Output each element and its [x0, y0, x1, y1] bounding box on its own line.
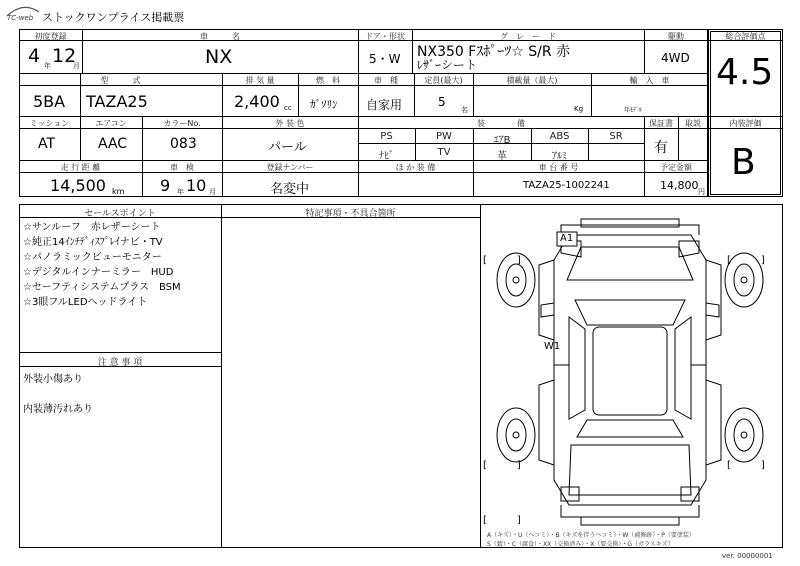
inspection-year-unit: 年: [177, 188, 184, 196]
door-type-label: ドア・形状: [365, 32, 405, 41]
chassis-no-label: 車 台 番 号: [538, 163, 579, 172]
interior-score: B: [731, 142, 756, 183]
equip-navi: ﾅﾋﾞ: [379, 151, 394, 162]
equip-tv: TV: [437, 147, 451, 158]
import-label: 輸 入 車: [629, 76, 670, 85]
displacement: 2,400: [234, 92, 280, 111]
first-reg-label: 初度登録: [34, 32, 67, 41]
equip-leather: 革: [497, 151, 507, 162]
kg-unit: Kg: [574, 105, 584, 113]
capacity: 5: [438, 95, 446, 109]
logo: [4, 3, 42, 25]
overall-score-label: 総合評価点: [725, 32, 766, 41]
yen-unit: 円: [698, 188, 705, 196]
ext-color-label: 外 装 色: [275, 119, 305, 128]
drive-type: 4WD: [661, 51, 690, 65]
equip-airbag: ｴｱB: [493, 135, 511, 146]
list-item: ☆セーフティシステムプラス BSM: [23, 282, 181, 293]
grade-label: グ レ ー ド: [500, 32, 556, 41]
car-name: NX: [205, 46, 233, 68]
equip-alloy: ｱﾙﾐ: [552, 151, 567, 162]
equip-pw: PW: [436, 131, 452, 142]
aircon: AAC: [98, 136, 128, 152]
color-no-label: カラーNo.: [163, 119, 201, 128]
km-unit: km: [112, 187, 125, 196]
legend-line1: A（キズ）・U（ヘコミ）・B（キズを伴うヘコミ）・W（補修跡）・P（要塗装）: [487, 532, 695, 539]
reg-month-unit: 月: [73, 62, 80, 70]
windshield: [575, 300, 685, 325]
other-equipment-label: ほ か 装 備: [395, 163, 436, 172]
version: ver. 00000001: [722, 552, 773, 560]
ext-color: パール: [268, 140, 307, 155]
list-item: 外装小傷あり: [23, 374, 83, 385]
mileage-label: 走 行 距 離: [60, 163, 101, 172]
bracket-rear-left: [ ]: [483, 460, 521, 471]
sales-points-label: セールスポイント: [84, 209, 156, 219]
bracket-front-right: [ ]: [727, 255, 765, 266]
damage-mark-a1: A1: [560, 233, 574, 244]
list-item: ☆デジタルインナーミラー HUD: [23, 267, 174, 278]
mission-label: ミッション: [29, 119, 70, 128]
car-condition-diagram: [481, 205, 782, 547]
car-name-label: 車 名: [200, 32, 240, 41]
equip-ps: PS: [380, 131, 393, 142]
equipment-label: 装 備: [477, 119, 525, 128]
rear-right-wheel-icon: [725, 408, 763, 462]
notes-label: 特記事項・不具合箇所: [305, 209, 396, 219]
mission: AT: [38, 136, 56, 152]
car-type: 自家用: [366, 98, 403, 112]
inspection-month: 10: [186, 176, 207, 195]
logo-text: TC-web: [7, 14, 34, 22]
legend-line2: S（錆）・C（腐食）・XX（交換済み）・X（要交換）・G（ガラスキズ）: [487, 541, 674, 548]
list-item: ☆サンルーフ 赤レザーシート: [23, 222, 161, 233]
inspection-month-unit: 月: [209, 188, 216, 196]
model-year-unit: 年ﾓﾃﾞﾙ: [624, 107, 643, 114]
price: 14,800: [660, 179, 699, 192]
drive-label: 駆動: [668, 32, 684, 41]
grade-line2: ﾚｻﾞｰシート: [417, 58, 478, 72]
bracket-front-left: [ ]: [483, 255, 521, 266]
list-item: ☆3眼フルLEDヘッドライト: [23, 297, 148, 308]
model-prefix: 5BA: [33, 92, 66, 111]
document-title: ストックワンプライス掲載票: [42, 11, 185, 24]
reg-number: 名変中: [270, 182, 310, 197]
fuel-label: 燃 料: [316, 76, 340, 85]
reg-year: 4: [28, 45, 41, 67]
persons-unit: 名: [461, 106, 468, 114]
equip-abs: ABS: [549, 131, 570, 142]
list-item: ☆純正14ｲﾝﾁﾃﾞｨｽﾌﾟﾚｲナビ・TV: [23, 237, 163, 248]
hood: [567, 247, 693, 280]
interior-score-label: 内装評価: [729, 119, 762, 128]
color-no: 083: [170, 136, 197, 152]
reg-number-label: 登録ナンバー: [266, 163, 314, 172]
reg-month: 12: [52, 45, 77, 67]
roof: [593, 327, 667, 415]
car-type-label: 車 種: [374, 76, 398, 85]
list-item: 内装薄汚れあり: [23, 404, 93, 415]
damage-mark-w1: W1: [544, 341, 561, 352]
manual-label: 取説: [685, 119, 701, 128]
rear-left-wheel-icon: [497, 408, 535, 462]
inspection-year: 9: [160, 176, 171, 195]
bracket-rear-right: [ ]: [727, 460, 765, 471]
warranty: 有: [654, 140, 668, 156]
cautions-label: 注 意 事 項: [97, 358, 143, 368]
load-label: 積載量（最大): [506, 76, 558, 85]
displacement-label: 排 気 量: [245, 76, 275, 85]
list-item: ☆パノラミックビューモニター: [23, 252, 162, 263]
chassis-no: TAZA25-1002241: [523, 180, 610, 191]
bracket-bottom-left: [ ]: [483, 515, 521, 526]
fuel-type: ｶﾞｿﾘﾝ: [310, 98, 338, 111]
capacity-label: 定員(最大): [424, 76, 463, 85]
model-code: TAZA25: [86, 92, 148, 111]
door-type: 5・W: [369, 52, 401, 66]
cc-unit: cc: [284, 104, 292, 112]
overall-score: 4.5: [716, 52, 774, 93]
equip-sr: SR: [609, 131, 623, 142]
sales-points-list: [23, 220, 181, 310]
est-price-label: 予定金額: [660, 163, 692, 172]
list-item: [23, 387, 93, 402]
warranty-label: 保証書: [649, 119, 673, 128]
grade-line1: NX350 Fｽﾎﾟｰﾂ☆ S/R 赤: [417, 44, 571, 60]
aircon-label: エアコン: [95, 119, 127, 128]
model-label: 型 式: [100, 76, 141, 85]
mileage: 14,500: [50, 176, 106, 195]
cautions-list: [23, 372, 93, 417]
car-body-outline: [554, 235, 706, 505]
inspection-label: 車 検: [170, 163, 194, 172]
reg-year-unit: 年: [44, 62, 51, 70]
